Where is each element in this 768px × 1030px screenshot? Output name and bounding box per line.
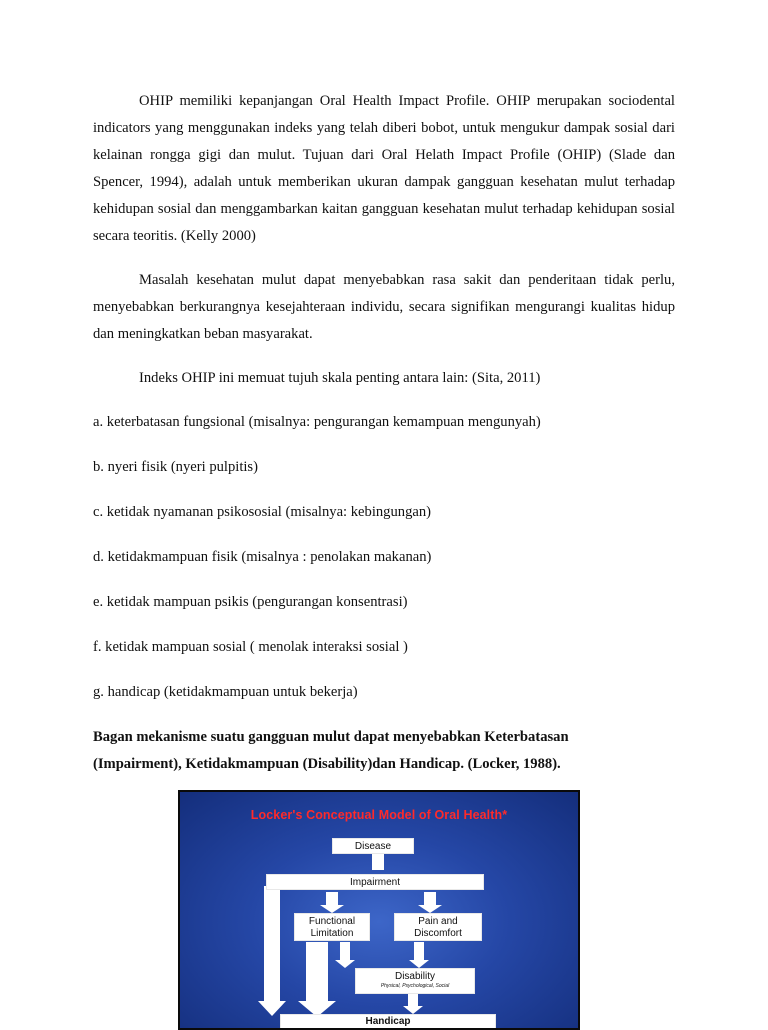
list-item: b. nyeri fisik (nyeri pulpitis) [93, 459, 258, 475]
arrow-impairment-pain-head [418, 905, 442, 913]
disability-sub-label: Physical, Psychological, Social [380, 983, 450, 989]
pain-discomfort-box [394, 913, 482, 941]
figure-heading-line-2: (Impairment), Ketidakmampuan (Disability)dan Handicap. (Locker, 1988). [93, 756, 561, 772]
arrow-disability-handicap-shaft [408, 994, 418, 1008]
list-item: g. handicap (ketidakmampuan untuk bekerja) [93, 684, 358, 700]
arrow-disease-impairment [372, 854, 384, 870]
locker-model-diagram [178, 790, 580, 1030]
arrow-functional-handicap-shaft [306, 942, 328, 1002]
arrow-functional-disability-head [335, 960, 355, 968]
handicap-box [280, 1014, 496, 1030]
impairment-box [266, 874, 484, 890]
list-item: c. ketidak nyamanan psikososial (misalnya: kebingungan) [93, 504, 432, 520]
functional-limitation-box [294, 913, 370, 941]
pain-label-line-1: Pain and [418, 916, 458, 927]
paragraph-intro: Indeks OHIP ini memuat tujuh skala penting antara lain: (Sita, 2011) [139, 370, 541, 386]
handicap-label: Handicap [365, 1016, 411, 1027]
arrow-impairment-handicap-shaft [264, 886, 280, 1001]
arrow-pain-disability-head [409, 960, 429, 968]
paragraph-ohip: OHIP memiliki kepanjangan Oral Health Impact Profile. OHIP merupakan sociodental indicators yang menggunakan indeks yang telah diberi bobot, untuk mengukur dampak sosial dari kelainan rongga gigi dan mulut. Tujuan dari Oral Helath Impact Profile (OHIP) (Slade dan Spencer, 1994), adalah untuk memberikan ukuran dampak gangguan kesehatan mulut terhadap kehidupan sosial dan menggambarkan kaitan gangguan kesehatan mulut terhadap kehidupan sosial secara teoritis. (Kelly 2000) [93, 93, 675, 244]
arrow-pain-disability-shaft [414, 942, 424, 962]
arrow-impairment-functional-shaft [326, 892, 338, 906]
functional-label-line-2: Limitation [310, 928, 354, 939]
figure-heading-line-1: Bagan mekanisme suatu gangguan mulut dapat menyebabkan Keterbatasan [93, 729, 569, 745]
list-item: a. keterbatasan fungsional (misalnya: pengurangan kemampuan mengunyah) [93, 414, 541, 430]
arrow-functional-disability-shaft [340, 942, 350, 962]
scale-list [93, 409, 675, 724]
disease-label: Disease [354, 841, 392, 852]
arrow-impairment-pain-shaft [424, 892, 436, 906]
list-item: e. ketidak mampuan psikis (pengurangan konsentrasi) [93, 594, 408, 610]
arrow-impairment-functional-head [320, 905, 344, 913]
document-body [93, 88, 675, 778]
paragraph-masalah: Masalah kesehatan mulut dapat menyebabkan rasa sakit dan penderitaan tidak perlu, menyebabkan berkurangnya kesejahteraan individu, secara signifikan mengurangi kualitas hidup dan meningkatkan beban masyarakat. [93, 272, 675, 342]
pain-label-line-2: Discomfort [414, 928, 462, 939]
disability-label: Disability [394, 971, 435, 982]
diagram-arrows [180, 792, 580, 1030]
diagram-title: Locker's Conceptual Model of Oral Health* [250, 808, 508, 822]
impairment-label: Impairment [349, 877, 400, 888]
list-item: f. ketidak mampuan sosial ( menolak interaksi sosial ) [93, 639, 408, 655]
functional-label-line-1: Functional [308, 916, 356, 927]
list-item: d. ketidakmampuan fisik (misalnya : penolakan makanan) [93, 549, 432, 565]
disease-box [332, 838, 414, 854]
disability-box [355, 968, 475, 994]
arrow-disability-handicap-head [403, 1006, 423, 1014]
